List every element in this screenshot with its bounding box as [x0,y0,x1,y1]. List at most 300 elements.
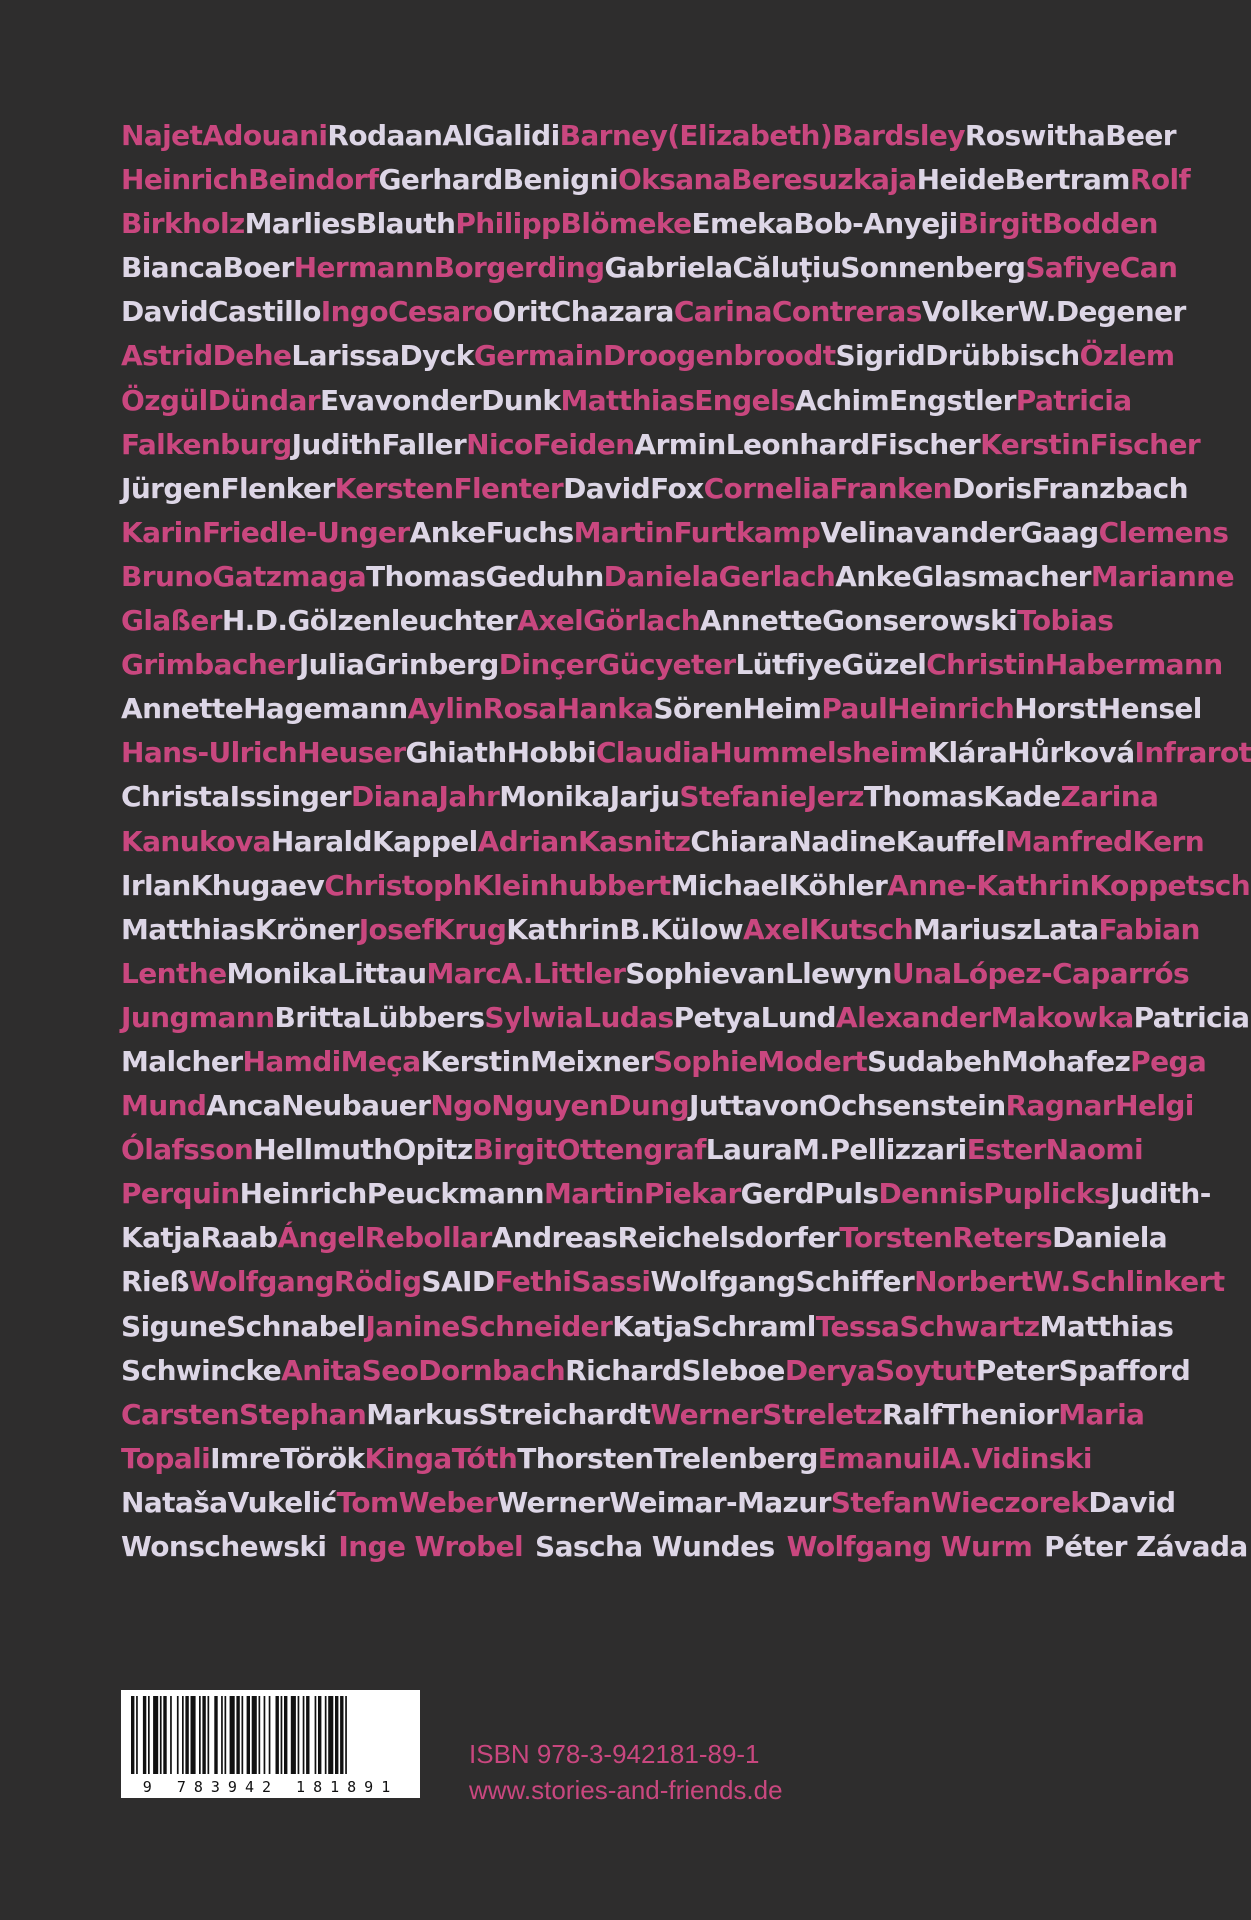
barcode-bar [163,1696,166,1774]
name-line [121,864,1251,908]
barcode-bar [345,1696,347,1774]
name-word-light: Markus [366,1397,479,1431]
name-word-pink: Schlinkert [1070,1265,1225,1299]
name-word-light: Patricia [1133,1000,1250,1034]
name-word-pink: Adouani [202,119,328,152]
name-word-pink: Heuser [297,736,406,770]
name-word-pink: Hermann [293,251,434,285]
barcode-bar [143,1696,146,1774]
name-word-pink: Diana [350,780,439,814]
name-word-pink: Kerstin [980,427,1090,461]
name-word-pink: Dehe [212,339,292,373]
name-word-pink: Clemens [1098,515,1229,549]
name-word-pink: Sylwia [484,1000,584,1034]
name-word-pink: Topali [121,1441,211,1475]
name-word-pink: Dornbach [418,1353,566,1387]
name-word-light: der [430,383,482,417]
barcode-bar [153,1696,158,1774]
name-word-light: Schnabel [226,1309,366,1343]
name-word-pink: Ingo [320,295,388,329]
name-word-pink: Philipp [455,207,561,241]
name-word-pink: Paul [821,692,888,726]
name-word-pink: Gücyeter [597,648,736,682]
name-word-light: Schraml [691,1309,816,1343]
name-word-light: Căluţiu [732,251,841,285]
name-word-light: Eva [319,383,375,417]
name-word-pink: Helgi [1115,1089,1194,1123]
name-word-pink: Carsten [121,1397,240,1431]
name-word-light: Wonschewski [121,1530,327,1563]
name-word-light: Fuchs [485,515,574,549]
barcode-digits: 9 783942 181891 [121,1778,420,1796]
name-word-pink: Meça [340,1044,421,1078]
isbn-barcode [121,1690,420,1798]
name-word-pink: Hummelsheim [709,736,928,770]
name-word-pink: Piekar [643,1177,741,1211]
name-word-light: Doris [952,471,1032,505]
name-word-light: Flenker [220,471,335,505]
barcode-bar [170,1696,172,1774]
name-word-light: Kauffel [895,824,1005,858]
name-word-pink: Beindorf [248,163,379,197]
name-word-light: H. [221,604,255,638]
name-word-pink: Kanukova [121,824,271,858]
name-word-light: Katja [612,1309,692,1343]
name-word-pink: Matthias [560,383,695,417]
name-word-light: Andreas [491,1221,618,1255]
name-word-pink: Ángel [277,1221,365,1255]
name-word-light: Heinrich [239,1177,367,1211]
name-word-light: Thomas [366,559,486,593]
name-line [121,290,1186,334]
name-word-light: Jürgen [121,471,221,505]
name-word-pink: Görlach [583,604,701,638]
name-word-pink: Marc [426,956,502,990]
name-word-light: Julia [298,648,365,682]
name-word-light: Fox [650,471,704,505]
name-word-pink: A. [939,1441,972,1475]
name-word-pink: Kinga [364,1441,452,1475]
name-word-light: Ochsenstein [817,1089,1006,1123]
name-word-light: Lata [1031,912,1099,946]
name-line [121,731,1251,775]
name-word-light: Judith [291,427,382,461]
name-word-light: Fischer [869,427,981,461]
name-word-light: Anke [835,559,912,593]
name-line [121,908,1200,952]
name-word-light: Orit [492,295,551,329]
name-word-pink: Infrarot [1134,736,1251,770]
name-word-pink: Cesaro [388,295,493,329]
name-word-pink: Tom [336,1485,399,1519]
name-word-light: Sophie [625,956,730,990]
name-word-light: Lund [760,1000,836,1034]
barcode-bar [306,1696,309,1774]
barcode-bar [325,1696,327,1774]
name-word-light: Nadine [788,824,896,858]
name-word-pink: Kleinhubbert [471,868,671,902]
name-word-pink: Wolfgang Wurm [786,1530,1033,1563]
name-word-pink: Jungmann [121,1000,275,1034]
name-word-light: Volker [921,295,1018,329]
barcode-bar [269,1696,271,1774]
name-word-pink: Perquin [121,1177,240,1211]
name-word-pink: Seo [361,1353,419,1387]
name-word-light: Sören [653,692,743,726]
name-word-pink: Maria [1058,1397,1145,1431]
name-word-pink: Feiden [532,427,635,461]
barcode-bar [281,1696,283,1774]
name-word-light: Geduhn [485,559,604,593]
name-word-light: Hensel [1097,692,1202,726]
barcode-bar [191,1696,196,1774]
name-word-pink: Pega [1130,1044,1207,1078]
name-word-light: Kerstin [420,1044,530,1078]
name-word-light: Anke [409,515,486,549]
name-word-light: Jarju [609,780,680,814]
name-word-light: Anca [206,1089,282,1123]
name-line [121,820,1205,864]
name-line [121,1216,1168,1260]
name-word-light: Bianca [121,251,223,285]
barcode-bar [284,1696,287,1774]
name-word-light: Külow [650,912,743,946]
name-word-light: Emeka [691,207,794,241]
name-word-light: Gonserowski [822,604,1018,638]
name-word-light: Hůrková [1007,736,1135,770]
name-word-light: Peter [975,1353,1059,1387]
name-word-light: Franzbach [1031,471,1188,505]
name-word-pink: Axel [517,604,584,638]
name-word-pink: Kutsch [808,912,914,946]
name-word-pink: Jahr [438,780,500,814]
name-word-light: Schiffer [795,1265,915,1299]
name-word-pink: Axel [742,912,809,946]
name-word-pink: Dinçer [498,648,598,682]
barcode-bar [236,1696,239,1774]
name-word-pink: Germain [473,339,604,373]
website-url[interactable]: www.stories-and-friends.de [469,1775,783,1805]
name-line [121,1525,1248,1569]
name-word-light: Rodaan [327,119,443,152]
name-word-pink: Jerz [806,780,864,814]
name-word-light: Armin [634,427,726,461]
name-line [121,379,1132,423]
name-word-pink: Ottengraf [556,1133,706,1167]
name-word-pink: Najet [121,119,203,152]
barcode-bar [202,1696,205,1774]
name-word-pink: Schwartz [899,1309,1040,1343]
name-word-pink: Anita [281,1353,362,1387]
name-word-light: Ralf [882,1397,942,1431]
name-word-light: Glasmacher [911,559,1091,593]
name-word-pink: Kasnitz [578,824,691,858]
name-word-light: Thomas [863,780,984,814]
barcode-bar [276,1696,279,1774]
name-word-pink: Norbert [914,1265,1033,1299]
name-word-light: Boer [222,251,294,285]
barcode-bar [247,1696,250,1774]
name-word-pink: Kern [1132,824,1205,858]
name-word-light: Weimar-Mazur [609,1485,831,1519]
name-word-light: David [1088,1485,1176,1519]
name-word-pink: Stephan [239,1397,367,1431]
name-word-pink: Rosa [482,692,557,726]
barcode-bar [185,1696,188,1774]
name-word-light: Heim [742,692,822,726]
barcode-bar [221,1696,223,1774]
name-word-pink: Carina [673,295,772,329]
name-word-light: M. [792,1133,830,1167]
name-word-pink: Heinrich [887,692,1015,726]
barcode-bar [177,1696,179,1774]
name-word-pink: Werner [650,1397,763,1431]
barcode-bar [225,1696,227,1774]
name-word-pink: Wieczorek [930,1485,1089,1519]
name-word-light: Kröner [254,912,359,946]
name-word-pink: Furtkamp [673,515,821,549]
name-word-light: Chazara [550,295,674,329]
name-word-pink: (Elizabeth) [667,119,833,152]
name-word-light: David [563,471,651,505]
name-word-light: Katja [121,1221,201,1255]
name-word-light: Hagemann [243,692,408,726]
name-word-light: Blauth [355,207,456,241]
barcode-bar [291,1696,296,1774]
barcode-bar [214,1696,217,1774]
name-word-light: Judith- [1109,1177,1211,1211]
barcode-bar [199,1696,201,1774]
name-word-light: Neubauer [281,1089,431,1123]
name-word-pink: Contreras [771,295,922,329]
name-line [121,1040,1207,1084]
name-word-pink: Tessa [815,1309,900,1343]
name-word-light: SAID [421,1265,495,1299]
name-word-light: Péter Závada [1044,1530,1248,1563]
name-word-pink: Franken [829,471,952,505]
name-word-light: David [121,295,209,329]
name-word-light: van [729,956,785,990]
name-word-light: Sigune [121,1309,227,1343]
name-word-pink: Bruno [121,559,213,593]
name-word-pink: Christin [926,648,1045,682]
name-word-pink: Janine [365,1309,460,1343]
name-word-pink: Hans-Ulrich [121,736,298,770]
name-word-light: Sonnenberg [840,251,1026,285]
name-word-light: Chiara [690,824,789,858]
name-word-pink: Friedle-Unger [201,515,410,549]
name-word-pink: Barney [559,119,668,152]
name-word-pink: Fethi [494,1265,572,1299]
name-line [121,1305,1174,1349]
name-word-pink: Inge Wrobel [338,1530,524,1563]
name-word-pink: Engels [694,383,796,417]
name-word-pink: Modert [757,1044,868,1078]
name-word-light: Gölzenleuchter [287,604,518,638]
name-word-pink: Josef [358,912,434,946]
name-word-pink: Una [891,956,952,990]
name-word-pink: Mund [121,1089,207,1123]
name-word-light: Sascha Wundes [535,1530,775,1563]
name-word-pink: Sophie [653,1044,758,1078]
name-word-light: Puls [814,1177,879,1211]
name-word-light: Raab [200,1221,278,1255]
name-line [121,996,1250,1040]
name-line [121,467,1188,511]
name-word-pink: Streletz [762,1397,883,1431]
name-word-light: B. [619,912,651,946]
name-word-light: Annette [700,604,823,638]
name-word-light: Harald [270,824,372,858]
name-word-pink: Zarina [1060,780,1159,814]
name-word-pink: Derya [784,1353,876,1387]
name-word-pink: Borgerding [433,251,605,285]
name-line [121,246,1178,290]
name-word-pink: A. [501,956,533,990]
name-word-light: Issinger [229,780,351,814]
name-word-light: Horst [1014,692,1098,726]
name-word-pink: Flenter [453,471,564,505]
name-word-light: Gerhard [378,163,503,197]
barcode-bar [264,1696,266,1774]
name-word-pink: Rebollar [364,1221,492,1255]
name-word-pink: Özgül [121,383,208,417]
name-line [121,1393,1145,1437]
name-word-light: Laura [705,1133,793,1167]
name-word-light: Wolfgang [650,1265,796,1299]
barcode-bar [318,1696,321,1774]
name-line [121,158,1191,202]
name-word-light: Drübbisch [925,339,1080,373]
name-word-pink: Birkholz [121,207,245,241]
name-word-pink: Emanuil [817,1441,940,1475]
name-word-pink: Blömeke [560,207,692,241]
name-line [121,334,1175,378]
name-line [121,1172,1211,1216]
name-word-pink: Grimbacher [121,648,299,682]
barcode-bar [298,1696,300,1774]
name-word-light: D. [254,604,288,638]
name-word-pink: Sassi [571,1265,651,1299]
name-word-light: Mariusz [913,912,1032,946]
name-word-light: Al [442,119,473,152]
name-line [121,599,1114,643]
name-word-light: Gabriela [604,251,733,285]
name-word-pink: Naomi [1045,1133,1144,1167]
name-line [121,1260,1225,1304]
name-word-light: Streichardt [478,1397,651,1431]
barcode-bar [340,1696,343,1774]
name-word-pink: Ólafsson [121,1133,254,1167]
name-word-pink: Gatzmaga [212,559,367,593]
name-word-pink: Manfred [1004,824,1133,858]
barcode-bar [252,1696,257,1774]
name-word-light: van [913,515,970,549]
name-line [121,114,1176,158]
name-word-light: Monika [226,956,338,990]
name-word-light: Grinberg [364,648,499,682]
contributor-name-list [121,114,1251,1569]
name-word-light: Engstler [889,383,1016,417]
name-word-light: Achim [795,383,890,417]
name-word-light: Jutta [689,1089,763,1123]
name-word-pink: Ludas [583,1000,674,1034]
name-line [121,1437,1092,1481]
name-word-light: Irlan [121,868,191,902]
barcode-bar [315,1696,317,1774]
name-word-pink: Kersten [334,471,454,505]
name-word-light: Thenior [941,1397,1059,1431]
name-word-pink: Anne-Kathrin [887,868,1090,902]
name-word-light: Leonhard [725,427,870,461]
name-word-pink: Adrian [477,824,579,858]
name-word-pink: Hamdi [242,1044,341,1078]
barcode-bar [328,1696,333,1774]
name-word-light: Trelenberg [653,1441,818,1475]
name-word-light: Reichelsdorfer [617,1221,840,1255]
name-word-pink: Weber [398,1485,498,1519]
name-word-pink: Aylin [407,692,483,726]
name-line [121,687,1202,731]
name-word-light: Imre [210,1441,281,1475]
name-word-pink: Patricia [1015,383,1132,417]
isbn-text: ISBN 978-3-942181-89-1 [469,1739,760,1769]
barcode-bar [131,1696,134,1774]
name-word-light: Török [280,1441,365,1475]
barcode-bar [136,1696,138,1774]
name-word-light: W. [1017,295,1056,329]
name-word-light: Dunk [481,383,561,417]
name-word-light: Velina [820,515,914,549]
name-word-pink: Reters [952,1221,1053,1255]
name-word-light: Kade [983,780,1061,814]
name-word-pink: Dennis [878,1177,984,1211]
name-word-pink: Bardsley [832,119,965,152]
name-word-pink: Cornelia [703,471,830,505]
name-word-pink: Ester [966,1133,1046,1167]
name-word-pink: Marianne [1090,559,1234,593]
name-line [121,1128,1144,1172]
name-word-light: von [374,383,431,417]
name-word-pink: Nico [466,427,533,461]
name-word-pink: Glaßer [121,604,222,638]
name-word-pink: Littler [532,956,626,990]
name-word-light: Werner [497,1485,610,1519]
name-word-pink: Rödig [333,1265,422,1299]
name-word-light: Petya [673,1000,761,1034]
name-line [121,1481,1176,1525]
name-word-pink: Krug [433,912,507,946]
name-line [121,511,1229,555]
name-word-light: Sudabeh [867,1044,1001,1078]
name-word-pink: Safiye [1025,251,1120,285]
name-word-light: Sigrid [835,339,926,373]
name-word-light: Beer [1105,119,1176,152]
name-line [121,202,1158,246]
name-word-pink: Droogenbroodt [603,339,836,373]
barcode-bar [148,1696,150,1774]
name-word-pink: Martin [573,515,674,549]
name-word-light: Khugaev [190,868,325,902]
barcode-bar [303,1696,305,1774]
name-word-light: Roswitha [964,119,1106,152]
name-word-light: Bob-Anyeji [793,207,958,241]
name-word-pink: Can [1119,251,1178,285]
name-word-light: Meixner [530,1044,654,1078]
name-word-light: Faller [381,427,467,461]
name-word-pink: Karin [121,515,202,549]
name-word-pink: Claudia [595,736,710,770]
